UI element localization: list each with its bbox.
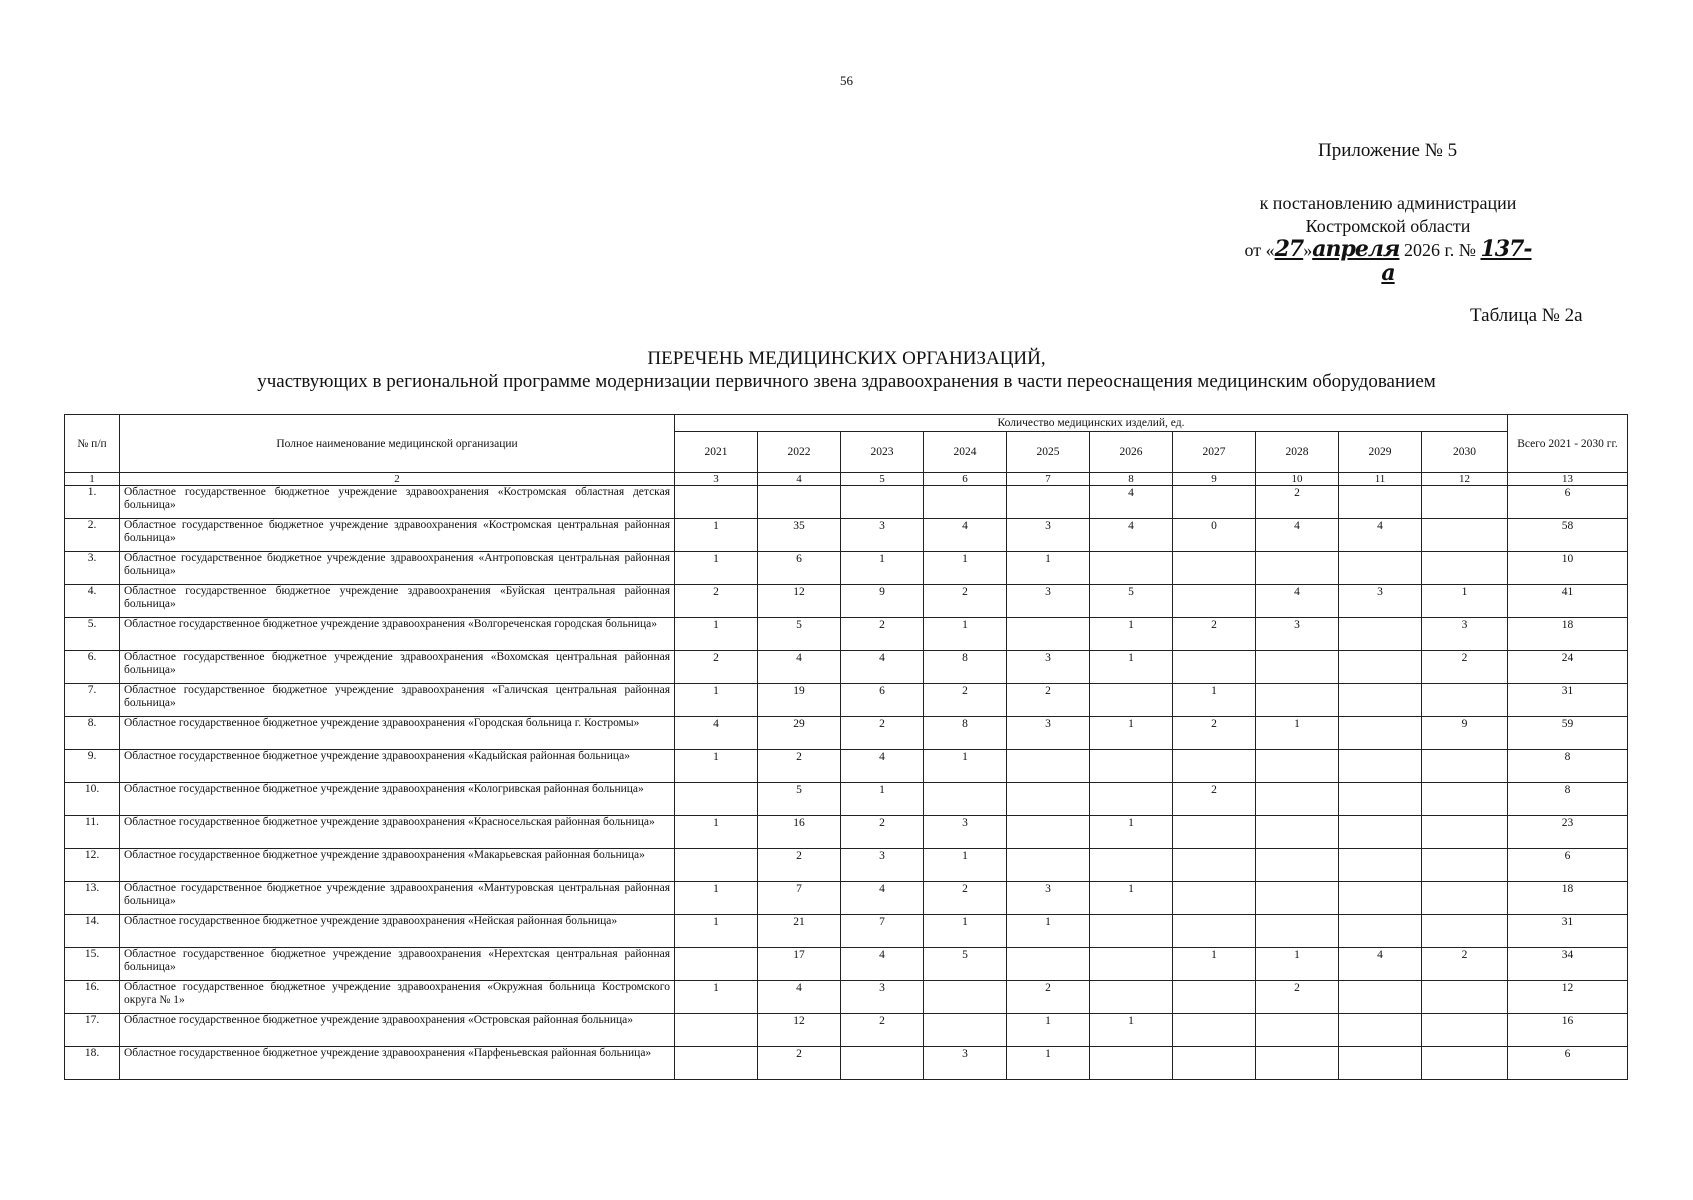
- year-quantity: 1: [1090, 651, 1173, 684]
- year-quantity: 2: [675, 651, 758, 684]
- year-quantity: [1422, 1014, 1508, 1047]
- year-quantity: [1422, 750, 1508, 783]
- column-number: 6: [924, 473, 1007, 486]
- column-number: 3: [675, 473, 758, 486]
- org-name: Областное государственное бюджетное учреждение здравоохранения «Красносельская районная больница»: [120, 816, 675, 849]
- appendix-label: Приложение № 5: [1318, 140, 1458, 161]
- year-quantity: [758, 486, 841, 519]
- year-quantity: 1: [1090, 882, 1173, 915]
- year-quantity: [1422, 849, 1508, 882]
- year-quantity: 6: [841, 684, 924, 717]
- org-name: Областное государственное бюджетное учреждение здравоохранения «Галичская центральная районная больница»: [120, 684, 675, 717]
- year-quantity: 2: [1173, 717, 1256, 750]
- year-quantity: 1: [675, 915, 758, 948]
- year-quantity: [1090, 948, 1173, 981]
- org-name: Областное государственное бюджетное учреждение здравоохранения «Вохомская центральная районная больница»: [120, 651, 675, 684]
- year-quantity: 12: [758, 1014, 841, 1047]
- row-total: 41: [1508, 585, 1628, 618]
- column-number: 2: [120, 473, 675, 486]
- year-quantity: 4: [758, 981, 841, 1014]
- year-quantity: [1256, 915, 1339, 948]
- year-quantity: [1256, 816, 1339, 849]
- org-name: Областное государственное бюджетное учреждение здравоохранения «Антроповская центральная районная больница»: [120, 552, 675, 585]
- year-quantity: 5: [1090, 585, 1173, 618]
- year-quantity: [1339, 750, 1422, 783]
- column-number: 7: [1007, 473, 1090, 486]
- year-quantity: [924, 981, 1007, 1014]
- decree-day-handwritten: 27: [1274, 236, 1304, 262]
- year-quantity: [1339, 486, 1422, 519]
- column-number: 12: [1422, 473, 1508, 486]
- year-quantity: 4: [841, 948, 924, 981]
- year-quantity: [1339, 783, 1422, 816]
- year-quantity: [924, 486, 1007, 519]
- table-label: Таблица № 2а: [1470, 305, 1583, 326]
- table-row: [65, 849, 1628, 882]
- year-quantity: [1173, 750, 1256, 783]
- year-quantity: [1422, 816, 1508, 849]
- year-quantity: 2: [1173, 618, 1256, 651]
- row-number: 15.: [65, 948, 120, 981]
- row-total: 6: [1508, 849, 1628, 882]
- table-row: [65, 552, 1628, 585]
- year-quantity: [1090, 783, 1173, 816]
- row-number: 10.: [65, 783, 120, 816]
- year-quantity: 1: [1007, 1014, 1090, 1047]
- year-quantity: [1090, 552, 1173, 585]
- title-line-1: ПЕРЕЧЕНЬ МЕДИЦИНСКИХ ОРГАНИЗАЦИЙ,: [647, 348, 1046, 369]
- row-total: 16: [1508, 1014, 1628, 1047]
- year-quantity: 2: [1256, 486, 1339, 519]
- row-number: 7.: [65, 684, 120, 717]
- year-quantity: [1422, 882, 1508, 915]
- row-number: 18.: [65, 1047, 120, 1080]
- year-quantity: 3: [1007, 519, 1090, 552]
- row-total: 6: [1508, 486, 1628, 519]
- year-quantity: [1422, 519, 1508, 552]
- year-quantity: [1173, 849, 1256, 882]
- org-name: Областное государственное бюджетное учреждение здравоохранения «Костромская областная детская больница»: [120, 486, 675, 519]
- year-quantity: 1: [924, 849, 1007, 882]
- org-name: Областное государственное бюджетное учреждение здравоохранения «Волгореченская городская больница»: [120, 618, 675, 651]
- row-total: 8: [1508, 750, 1628, 783]
- row-number: 17.: [65, 1014, 120, 1047]
- title-line-2: участвующих в региональной программе модернизации первичного звена здравоохранения в части переоснащения медицинским оборудованием: [257, 371, 1436, 392]
- header-year: 2027: [1173, 432, 1256, 473]
- year-quantity: 1: [675, 552, 758, 585]
- year-quantity: [1007, 816, 1090, 849]
- header-quantity-group: Количество медицинских изделий, ед.: [675, 415, 1508, 432]
- year-quantity: [1007, 750, 1090, 783]
- table-row: [65, 948, 1628, 981]
- year-quantity: [1339, 651, 1422, 684]
- year-quantity: [841, 486, 924, 519]
- row-number: 12.: [65, 849, 120, 882]
- row-total: 12: [1508, 981, 1628, 1014]
- header-year: 2024: [924, 432, 1007, 473]
- year-quantity: 1: [841, 552, 924, 585]
- year-quantity: [1339, 717, 1422, 750]
- table-row: [65, 651, 1628, 684]
- table-row: [65, 882, 1628, 915]
- table-row: [65, 684, 1628, 717]
- year-quantity: 8: [924, 717, 1007, 750]
- year-quantity: [1256, 882, 1339, 915]
- row-number: 14.: [65, 915, 120, 948]
- header-year: 2025: [1007, 432, 1090, 473]
- table-row: [65, 750, 1628, 783]
- decree-year: 2026 г. №: [1399, 240, 1481, 260]
- table-row: [65, 1014, 1628, 1047]
- year-quantity: [1339, 1014, 1422, 1047]
- row-total: 34: [1508, 948, 1628, 981]
- org-name: Областное государственное бюджетное учреждение здравоохранения «Буйская центральная районная больница»: [120, 585, 675, 618]
- year-quantity: [1339, 1047, 1422, 1080]
- org-name: Областное государственное бюджетное учреждение здравоохранения «Макарьевская районная больница»: [120, 849, 675, 882]
- table-row: [65, 486, 1628, 519]
- year-quantity: 5: [758, 783, 841, 816]
- year-quantity: 1: [924, 915, 1007, 948]
- column-number: 9: [1173, 473, 1256, 486]
- row-total: 6: [1508, 1047, 1628, 1080]
- column-number: 10: [1256, 473, 1339, 486]
- year-quantity: 1: [1090, 618, 1173, 651]
- year-quantity: [1173, 1014, 1256, 1047]
- year-quantity: [1256, 684, 1339, 717]
- year-quantity: 2: [841, 618, 924, 651]
- year-quantity: 1: [924, 552, 1007, 585]
- year-quantity: [1007, 783, 1090, 816]
- year-quantity: [1339, 816, 1422, 849]
- year-quantity: [1256, 552, 1339, 585]
- year-quantity: 4: [1256, 585, 1339, 618]
- year-quantity: 16: [758, 816, 841, 849]
- year-quantity: [1173, 651, 1256, 684]
- year-quantity: [1173, 915, 1256, 948]
- org-name: Областное государственное бюджетное учреждение здравоохранения «Кадыйская районная больница»: [120, 750, 675, 783]
- table-row: [65, 783, 1628, 816]
- year-quantity: [1007, 948, 1090, 981]
- decree-reference: [1238, 192, 1538, 286]
- row-number: 3.: [65, 552, 120, 585]
- year-quantity: [1090, 915, 1173, 948]
- year-quantity: 3: [924, 816, 1007, 849]
- year-quantity: 3: [1007, 882, 1090, 915]
- year-quantity: [1090, 750, 1173, 783]
- header-year: 2021: [675, 432, 758, 473]
- column-number: 13: [1508, 473, 1628, 486]
- year-quantity: 1: [1090, 1014, 1173, 1047]
- row-number: 2.: [65, 519, 120, 552]
- year-quantity: [1422, 783, 1508, 816]
- year-quantity: [1422, 1047, 1508, 1080]
- table-row: [65, 717, 1628, 750]
- year-quantity: [924, 783, 1007, 816]
- year-quantity: 3: [1007, 717, 1090, 750]
- decree-date-prefix: от «: [1244, 240, 1275, 260]
- year-quantity: 2: [675, 585, 758, 618]
- header-year: 2029: [1339, 432, 1422, 473]
- year-quantity: [1339, 552, 1422, 585]
- year-quantity: 3: [1007, 651, 1090, 684]
- year-quantity: 2: [841, 1014, 924, 1047]
- year-quantity: 3: [841, 981, 924, 1014]
- row-number: 1.: [65, 486, 120, 519]
- year-quantity: 4: [1090, 519, 1173, 552]
- year-quantity: [675, 948, 758, 981]
- year-quantity: 5: [924, 948, 1007, 981]
- year-quantity: 7: [841, 915, 924, 948]
- row-number: 16.: [65, 981, 120, 1014]
- year-quantity: 1: [675, 618, 758, 651]
- year-quantity: [1339, 882, 1422, 915]
- year-quantity: 6: [758, 552, 841, 585]
- year-quantity: [1422, 915, 1508, 948]
- year-quantity: [675, 849, 758, 882]
- year-quantity: 3: [1339, 585, 1422, 618]
- row-number: 4.: [65, 585, 120, 618]
- header-number: № п/п: [65, 415, 120, 473]
- year-quantity: 2: [1256, 981, 1339, 1014]
- year-quantity: 2: [1422, 948, 1508, 981]
- year-quantity: 29: [758, 717, 841, 750]
- year-quantity: 12: [758, 585, 841, 618]
- year-quantity: 21: [758, 915, 841, 948]
- year-quantity: 2: [1007, 981, 1090, 1014]
- row-total: 23: [1508, 816, 1628, 849]
- year-quantity: [1339, 981, 1422, 1014]
- year-quantity: 2: [924, 684, 1007, 717]
- org-name: Областное государственное бюджетное учреждение здравоохранения «Парфеньевская районная больница»: [120, 1047, 675, 1080]
- year-quantity: 2: [924, 882, 1007, 915]
- year-quantity: [675, 1047, 758, 1080]
- year-quantity: 4: [841, 750, 924, 783]
- org-name: Областное государственное бюджетное учреждение здравоохранения «Островская районная больница»: [120, 1014, 675, 1047]
- row-total: 24: [1508, 651, 1628, 684]
- year-quantity: 3: [1256, 618, 1339, 651]
- header-total: Всего 2021 - 2030 гг.: [1508, 415, 1628, 473]
- row-total: 18: [1508, 618, 1628, 651]
- year-quantity: [1007, 618, 1090, 651]
- year-quantity: [1173, 816, 1256, 849]
- table-row: [65, 519, 1628, 552]
- year-quantity: [1090, 849, 1173, 882]
- row-total: 31: [1508, 684, 1628, 717]
- row-total: 58: [1508, 519, 1628, 552]
- table-row: [65, 585, 1628, 618]
- year-quantity: 2: [841, 717, 924, 750]
- year-quantity: 4: [1339, 519, 1422, 552]
- year-quantity: 2: [841, 816, 924, 849]
- year-quantity: 1: [1007, 552, 1090, 585]
- decree-line-3: [1238, 238, 1538, 286]
- year-quantity: [1007, 849, 1090, 882]
- org-name: Областное государственное бюджетное учреждение здравоохранения «Нерехтская центральная районная больница»: [120, 948, 675, 981]
- year-quantity: 2: [1422, 651, 1508, 684]
- decree-number-handwritten: 137-а: [1381, 236, 1532, 286]
- year-quantity: 3: [924, 1047, 1007, 1080]
- year-quantity: 9: [841, 585, 924, 618]
- row-number: 5.: [65, 618, 120, 651]
- year-quantity: 4: [841, 882, 924, 915]
- year-quantity: [1173, 981, 1256, 1014]
- year-quantity: [1090, 981, 1173, 1014]
- header-year: 2026: [1090, 432, 1173, 473]
- year-quantity: 1: [1173, 684, 1256, 717]
- year-quantity: 3: [841, 849, 924, 882]
- year-quantity: 1: [1422, 585, 1508, 618]
- year-quantity: 1: [675, 519, 758, 552]
- year-quantity: [1422, 552, 1508, 585]
- table-row: [65, 981, 1628, 1014]
- column-number: 11: [1339, 473, 1422, 486]
- year-quantity: 2: [1007, 684, 1090, 717]
- year-quantity: 17: [758, 948, 841, 981]
- year-quantity: 8: [924, 651, 1007, 684]
- column-number: 5: [841, 473, 924, 486]
- year-quantity: [1256, 651, 1339, 684]
- table-row: [65, 1047, 1628, 1080]
- org-name: Областное государственное бюджетное учреждение здравоохранения «Нейская районная больница»: [120, 915, 675, 948]
- header-org-name: Полное наименование медицинской организации: [120, 415, 675, 473]
- org-name: Областное государственное бюджетное учреждение здравоохранения «Мантуровская центральная районная больница»: [120, 882, 675, 915]
- year-quantity: 1: [1256, 948, 1339, 981]
- year-quantity: 1: [924, 618, 1007, 651]
- year-quantity: [1090, 684, 1173, 717]
- year-quantity: 1: [1090, 816, 1173, 849]
- year-quantity: 1: [1173, 948, 1256, 981]
- year-quantity: 2: [758, 750, 841, 783]
- year-quantity: 2: [924, 585, 1007, 618]
- column-number: 1: [65, 473, 120, 486]
- row-total: 31: [1508, 915, 1628, 948]
- row-number: 11.: [65, 816, 120, 849]
- header-year: 2023: [841, 432, 924, 473]
- year-quantity: [1173, 1047, 1256, 1080]
- year-quantity: 2: [758, 1047, 841, 1080]
- header-year: 2022: [758, 432, 841, 473]
- year-quantity: [1256, 783, 1339, 816]
- year-quantity: 3: [841, 519, 924, 552]
- year-quantity: [1256, 1014, 1339, 1047]
- year-quantity: 4: [841, 651, 924, 684]
- year-quantity: 35: [758, 519, 841, 552]
- decree-line-2: Костромской области: [1305, 216, 1471, 236]
- year-quantity: [1422, 486, 1508, 519]
- column-number: 8: [1090, 473, 1173, 486]
- year-quantity: [1173, 486, 1256, 519]
- year-quantity: [1090, 1047, 1173, 1080]
- year-quantity: [1173, 585, 1256, 618]
- year-quantity: 1: [1256, 717, 1339, 750]
- year-quantity: [1256, 750, 1339, 783]
- year-quantity: 2: [758, 849, 841, 882]
- row-number: 6.: [65, 651, 120, 684]
- page-number: 56: [840, 73, 853, 88]
- decree-mid: »: [1303, 240, 1313, 260]
- year-quantity: 1: [841, 783, 924, 816]
- decree-line-1: к постановлению администрации: [1259, 193, 1517, 213]
- year-quantity: 1: [1007, 915, 1090, 948]
- year-quantity: 0: [1173, 519, 1256, 552]
- year-quantity: [1339, 618, 1422, 651]
- document-title: [0, 347, 1693, 393]
- year-quantity: 3: [1422, 618, 1508, 651]
- year-quantity: 1: [675, 684, 758, 717]
- year-quantity: 1: [1007, 1047, 1090, 1080]
- year-quantity: [924, 1014, 1007, 1047]
- year-quantity: 1: [675, 750, 758, 783]
- year-quantity: 1: [675, 981, 758, 1014]
- org-name: Областное государственное бюджетное учреждение здравоохранения «Кологривская районная больница»: [120, 783, 675, 816]
- year-quantity: 4: [675, 717, 758, 750]
- column-number: 4: [758, 473, 841, 486]
- year-quantity: [1256, 1047, 1339, 1080]
- year-quantity: 19: [758, 684, 841, 717]
- year-quantity: [841, 1047, 924, 1080]
- year-quantity: [675, 486, 758, 519]
- year-quantity: [1256, 849, 1339, 882]
- year-quantity: 5: [758, 618, 841, 651]
- year-quantity: [1173, 882, 1256, 915]
- table-row: [65, 915, 1628, 948]
- year-quantity: [1173, 552, 1256, 585]
- year-quantity: [675, 783, 758, 816]
- year-quantity: 1: [675, 816, 758, 849]
- year-quantity: [1339, 915, 1422, 948]
- year-quantity: 1: [924, 750, 1007, 783]
- row-number: 13.: [65, 882, 120, 915]
- row-number: 8.: [65, 717, 120, 750]
- year-quantity: 3: [1007, 585, 1090, 618]
- organizations-table: [64, 414, 1628, 1080]
- table-row: [65, 816, 1628, 849]
- row-number: 9.: [65, 750, 120, 783]
- year-quantity: 9: [1422, 717, 1508, 750]
- year-quantity: 1: [675, 882, 758, 915]
- year-quantity: 2: [1173, 783, 1256, 816]
- year-quantity: 4: [1090, 486, 1173, 519]
- year-quantity: [675, 1014, 758, 1047]
- row-total: 10: [1508, 552, 1628, 585]
- org-name: Областное государственное бюджетное учреждение здравоохранения «Окружная больница Костромского округа № 1»: [120, 981, 675, 1014]
- year-quantity: 7: [758, 882, 841, 915]
- header-year: 2028: [1256, 432, 1339, 473]
- year-quantity: [1422, 684, 1508, 717]
- row-total: 8: [1508, 783, 1628, 816]
- year-quantity: [1339, 684, 1422, 717]
- year-quantity: 4: [1339, 948, 1422, 981]
- table-row: [65, 618, 1628, 651]
- year-quantity: 1: [1090, 717, 1173, 750]
- org-name: Областное государственное бюджетное учреждение здравоохранения «Городская больница г. Костромы»: [120, 717, 675, 750]
- row-total: 18: [1508, 882, 1628, 915]
- year-quantity: [1339, 849, 1422, 882]
- year-quantity: 4: [924, 519, 1007, 552]
- year-quantity: [1422, 981, 1508, 1014]
- year-quantity: [1007, 486, 1090, 519]
- row-total: 59: [1508, 717, 1628, 750]
- decree-month-handwritten: апреля: [1312, 236, 1400, 262]
- org-name: Областное государственное бюджетное учреждение здравоохранения «Костромская центральная районная больница»: [120, 519, 675, 552]
- header-year: 2030: [1422, 432, 1508, 473]
- year-quantity: 4: [1256, 519, 1339, 552]
- year-quantity: 4: [758, 651, 841, 684]
